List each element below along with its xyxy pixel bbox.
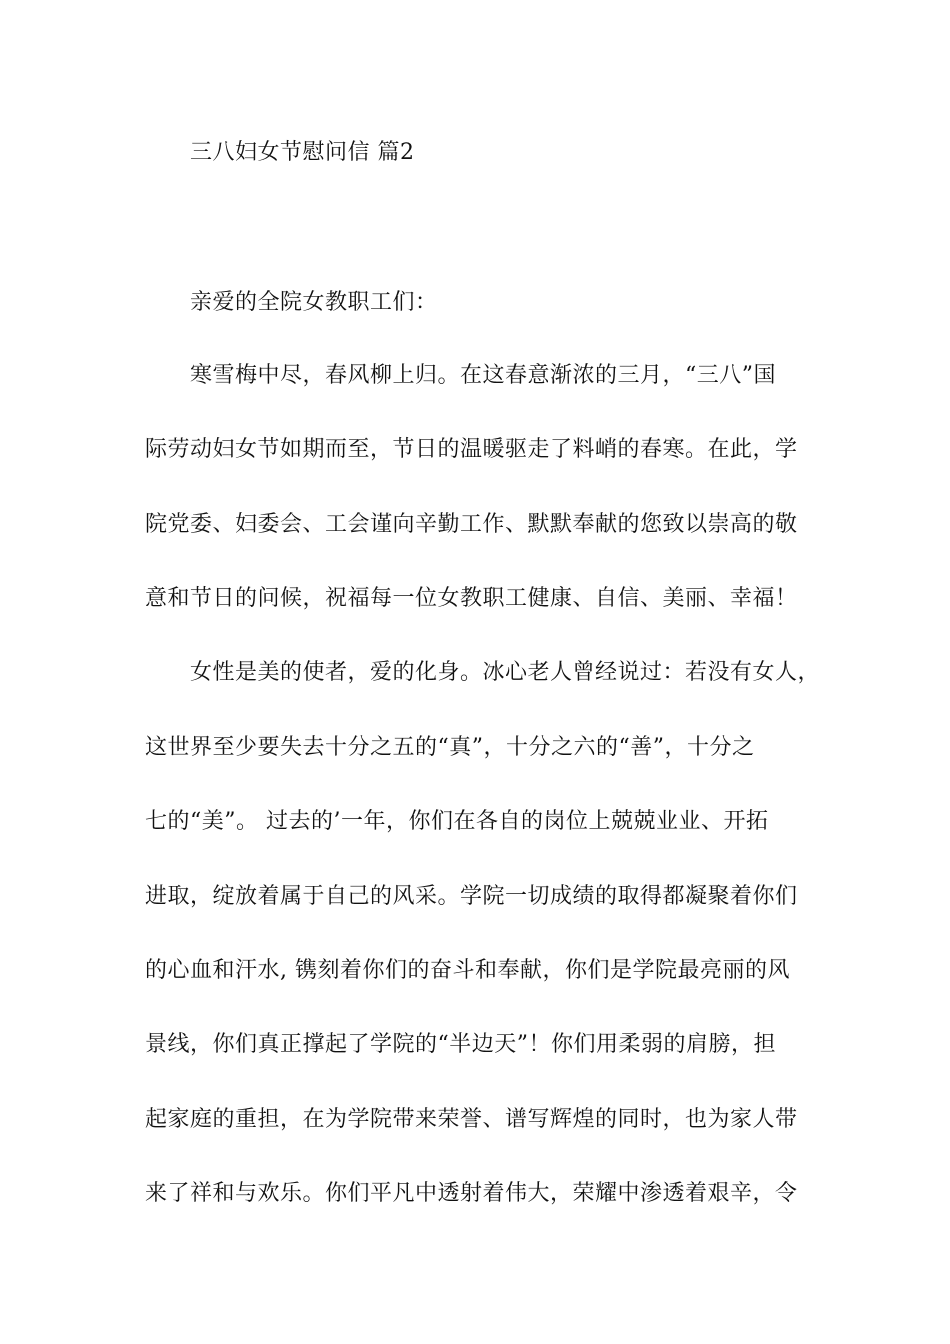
paragraph-line: 女性是美的使者，爱的化身。冰心老人曾经说过：若没有女人， xyxy=(190,660,821,685)
paragraph-line: 景线，你们真正撑起了学院的“半边天”！你们用柔弱的肩膀，担 xyxy=(145,1032,776,1057)
paragraph-line: 院党委、妇委会、工会谨向辛勤工作、默默奉献的您致以崇高的敬 xyxy=(145,512,798,537)
paragraph-line: 际劳动妇女节如期而至，节日的温暖驱走了料峭的春寒。在此，学 xyxy=(145,437,798,462)
paragraph-line: 寒雪梅中尽，春风柳上归。在这春意渐浓的三月，“三八”国 xyxy=(190,363,776,388)
document-title: 三八妇女节慰问信 篇2 xyxy=(190,140,415,165)
paragraph-line: 七的“美”。 过去的’一年，你们在各自的岗位上兢兢业业、开拓 xyxy=(145,809,769,834)
paragraph-line: 进取，绽放着属于自己的风采。学院一切成绩的取得都凝聚着你们 xyxy=(145,884,798,909)
paragraph-line: 来了祥和与欢乐。你们平凡中透射着伟大，荣耀中渗透着艰辛，令 xyxy=(145,1181,798,1206)
paragraph-line: 这世界至少要失去十分之五的“真”，十分之六的“善”，十分之 xyxy=(145,735,755,760)
paragraph-line: 的心血和汗水, 镌刻着你们的奋斗和奉献，你们是学院最亮丽的风 xyxy=(145,958,790,983)
paragraph-line: 意和节日的问候，祝福每一位女教职工健康、自信、美丽、幸福！ xyxy=(145,586,798,611)
salutation: 亲爱的全院女教职工们： xyxy=(190,290,438,315)
paragraph-line: 起家庭的重担，在为学院带来荣誉、谱写辉煌的同时，也为家人带 xyxy=(145,1107,798,1132)
